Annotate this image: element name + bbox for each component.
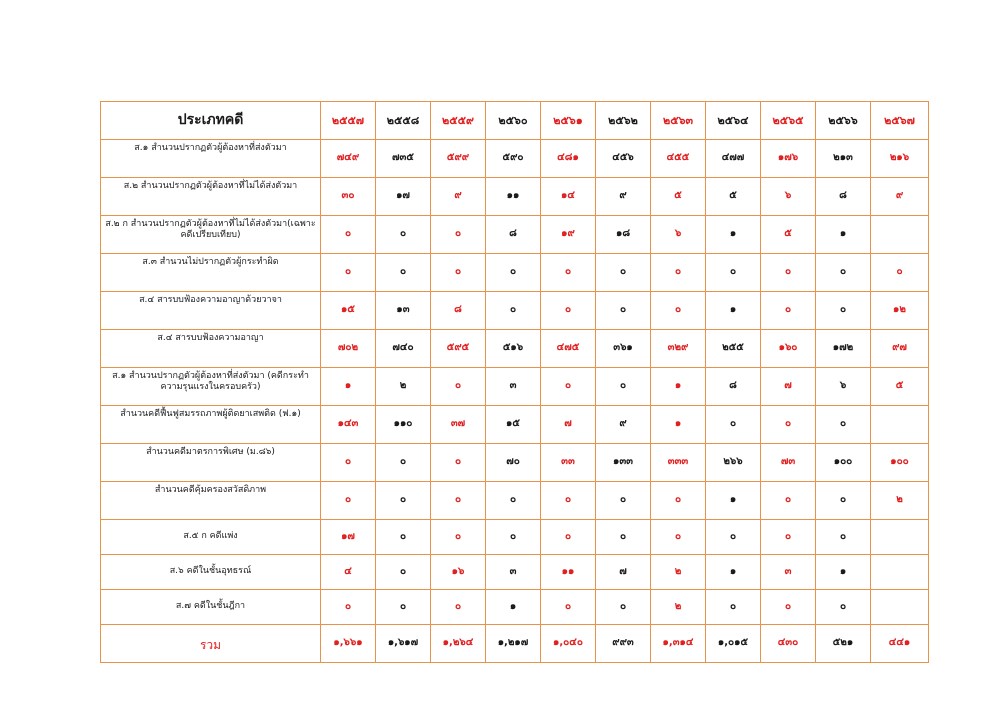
table-cell: ๓ xyxy=(486,368,541,406)
table-cell: ๐ xyxy=(431,254,486,292)
table-cell: ๑๓๓ xyxy=(596,444,651,482)
table-row xyxy=(101,292,929,330)
table-cell: ๐ xyxy=(816,254,871,292)
table-cell: ๑๙ xyxy=(541,216,596,254)
row-label: ส.๔ สารบบฟ้องความอาญา xyxy=(101,330,321,368)
table-cell: ๑๗๒ xyxy=(816,330,871,368)
table-cell: ๑๑๐ xyxy=(376,406,431,444)
row-label: ส.๖ คดีในชั้นอุทธรณ์ xyxy=(101,555,321,590)
table-cell: ๑๕ xyxy=(486,406,541,444)
table-cell: ๕ xyxy=(761,216,816,254)
table-cell: ๕๙๕ xyxy=(431,330,486,368)
case-statistics-table xyxy=(100,101,929,663)
table-cell: ๑๗ xyxy=(321,520,376,555)
table-row xyxy=(101,444,929,482)
table-cell: ๙๗ xyxy=(871,330,929,368)
table-cell: ๓ xyxy=(761,555,816,590)
table-cell: ๗ xyxy=(761,368,816,406)
table-cell: ๐ xyxy=(596,590,651,625)
year-header: ๒๕๕๘ xyxy=(376,102,431,140)
table-cell: ๑๒ xyxy=(871,292,929,330)
table-cell: ๐ xyxy=(541,254,596,292)
table-cell: ๒ xyxy=(871,482,929,520)
table-cell: ๒๕๕ xyxy=(706,330,761,368)
table-cell xyxy=(871,520,929,555)
table-cell: ๑๐๐ xyxy=(816,444,871,482)
table-cell: ๔๘๑ xyxy=(541,140,596,178)
table-cell: ๐ xyxy=(816,406,871,444)
year-header: ๒๕๖๖ xyxy=(816,102,871,140)
table-cell: ๑๑ xyxy=(541,555,596,590)
table-cell: ๕ xyxy=(871,368,929,406)
table-cell: ๐ xyxy=(486,254,541,292)
table-cell: ๐ xyxy=(596,520,651,555)
table-row xyxy=(101,254,929,292)
table-cell: ๑ xyxy=(816,216,871,254)
table-cell: ๐ xyxy=(706,406,761,444)
table-cell: ๕๙๙ xyxy=(431,140,486,178)
table-cell: ๐ xyxy=(486,292,541,330)
table-cell: ๙ xyxy=(596,178,651,216)
table-cell: ๐ xyxy=(321,590,376,625)
table-cell: ๑ xyxy=(706,216,761,254)
table-cell xyxy=(871,555,929,590)
table-cell: ๘ xyxy=(706,368,761,406)
table-cell: ๐ xyxy=(376,254,431,292)
table-cell: ๐ xyxy=(706,520,761,555)
table-cell: ๑๕ xyxy=(321,292,376,330)
table-cell: ๐ xyxy=(486,520,541,555)
table-cell: ๐ xyxy=(541,482,596,520)
table-cell: ๐ xyxy=(541,292,596,330)
total-cell: ๔๓๐ xyxy=(761,625,816,663)
table-cell: ๐ xyxy=(761,590,816,625)
table-cell: ๒๑๓ xyxy=(816,140,871,178)
row-label: ส.๕ ก คดีแพ่ง xyxy=(101,520,321,555)
table-row xyxy=(101,482,929,520)
table-row xyxy=(101,140,929,178)
table-cell: ๐ xyxy=(816,292,871,330)
table-cell: ๑๑ xyxy=(486,178,541,216)
total-cell: ๙๙๓ xyxy=(596,625,651,663)
table-cell: ๐ xyxy=(596,368,651,406)
table-cell: ๙ xyxy=(431,178,486,216)
table-cell: ๐ xyxy=(431,482,486,520)
table-cell: ๐ xyxy=(651,520,706,555)
table-row xyxy=(101,178,929,216)
table-cell: ๐ xyxy=(651,254,706,292)
table-cell xyxy=(871,406,929,444)
row-label: สำนวนคดีฟื้นฟูสมรรถภาพผู้ติดยาเสพติด (ฟ.๑) xyxy=(101,406,321,444)
table-cell: ๑๗๖ xyxy=(761,140,816,178)
table-cell: ๐ xyxy=(321,254,376,292)
table-cell: ๑๖๐ xyxy=(761,330,816,368)
table-cell: ๐ xyxy=(431,444,486,482)
table-cell: ๓ xyxy=(486,555,541,590)
table-cell: ๐ xyxy=(376,555,431,590)
table-cell: ๑ xyxy=(706,482,761,520)
table-row xyxy=(101,520,929,555)
total-cell: ๕๒๑ xyxy=(816,625,871,663)
table-cell: ๒ xyxy=(651,590,706,625)
table-cell: ๐ xyxy=(431,590,486,625)
table-cell: ๑ xyxy=(706,555,761,590)
table-cell: ๓๓๓ xyxy=(651,444,706,482)
year-header: ๒๕๖๕ xyxy=(761,102,816,140)
table-cell: ๗ xyxy=(541,406,596,444)
table-cell: ๐ xyxy=(816,520,871,555)
table-cell: ๒ xyxy=(376,368,431,406)
table-cell: ๐ xyxy=(651,482,706,520)
year-header: ๒๕๖๔ xyxy=(706,102,761,140)
table-cell: ๗๔๙ xyxy=(321,140,376,178)
table-cell xyxy=(871,590,929,625)
total-cell: ๑,๐๔๐ xyxy=(541,625,596,663)
table-cell: ๑ xyxy=(651,406,706,444)
table-cell: ๗๓ xyxy=(761,444,816,482)
table-cell: ๓๖๑ xyxy=(596,330,651,368)
table-cell: ๗๐ xyxy=(486,444,541,482)
table-cell: ๑ xyxy=(816,555,871,590)
table-cell: ๔๗๗ xyxy=(706,140,761,178)
table-cell: ๕ xyxy=(651,178,706,216)
table-cell: ๐ xyxy=(651,292,706,330)
table-cell: ๕๙๐ xyxy=(486,140,541,178)
table-cell: ๐ xyxy=(816,482,871,520)
table-cell: ๔๕๖ xyxy=(596,140,651,178)
table-cell: ๓๓ xyxy=(541,444,596,482)
table-cell: ๐ xyxy=(376,520,431,555)
table-body xyxy=(101,140,929,663)
table-cell: ๑ xyxy=(321,368,376,406)
table-cell: ๑๔ xyxy=(541,178,596,216)
row-label: ส.๒ สำนวนปรากฏตัวผู้ต้องหาที่ไม่ได้ส่งตัวมา xyxy=(101,178,321,216)
year-header: ๒๕๕๙ xyxy=(431,102,486,140)
table-cell: ๐ xyxy=(761,520,816,555)
table-cell: ๐ xyxy=(871,254,929,292)
table-cell: ๒ xyxy=(651,555,706,590)
table-cell: ๗๔๐ xyxy=(376,330,431,368)
total-cell: ๑,๖๖๑ xyxy=(321,625,376,663)
row-label: สำนวนคดีมาตรการพิเศษ (ม.๘๖) xyxy=(101,444,321,482)
table-cell: ๖ xyxy=(651,216,706,254)
table-cell: ๐ xyxy=(706,254,761,292)
table-cell: ๖ xyxy=(816,368,871,406)
table-row xyxy=(101,330,929,368)
total-label: รวม xyxy=(101,625,321,663)
table-cell: ๐ xyxy=(761,406,816,444)
table-cell: ๘ xyxy=(431,292,486,330)
table-cell: ๙ xyxy=(871,178,929,216)
table-cell: ๐ xyxy=(596,292,651,330)
year-header: ๒๕๖๗ xyxy=(871,102,929,140)
row-label: สำนวนคดีคุ้มครองสวัสดิภาพ xyxy=(101,482,321,520)
year-header: ๒๕๖๑ xyxy=(541,102,596,140)
total-cell: ๑,๖๑๗ xyxy=(376,625,431,663)
table-cell: ๐ xyxy=(376,482,431,520)
row-label: ส.๒ ก สำนวนปรากฏตัวผู้ต้องหาที่ไม่ได้ส่งตัวมา(เฉพาะคดีเปรียบเทียบ) xyxy=(101,216,321,254)
table-cell: ๒๑๖ xyxy=(871,140,929,178)
table-cell: ๗๓๕ xyxy=(376,140,431,178)
table-cell: ๐ xyxy=(431,216,486,254)
table-row xyxy=(101,590,929,625)
table-cell: ๐ xyxy=(321,444,376,482)
table-cell: ๐ xyxy=(761,482,816,520)
table-cell: ๐ xyxy=(541,368,596,406)
case-type-header: ประเภทคดี xyxy=(101,102,321,140)
table-cell: ๗๐๒ xyxy=(321,330,376,368)
table-cell: ๐ xyxy=(596,254,651,292)
table-cell: ๑๗ xyxy=(376,178,431,216)
year-header: ๒๕๖๓ xyxy=(651,102,706,140)
table-cell: ๐ xyxy=(376,444,431,482)
table-cell: ๑ xyxy=(706,292,761,330)
table-cell: ๑ xyxy=(651,368,706,406)
table-cell: ๑๘ xyxy=(596,216,651,254)
table-row xyxy=(101,216,929,254)
table-cell: ๐ xyxy=(376,216,431,254)
table-cell: ๓๐ xyxy=(321,178,376,216)
table-row xyxy=(101,368,929,406)
table-row xyxy=(101,406,929,444)
table-cell: ๑๐๐ xyxy=(871,444,929,482)
table-cell: ๐ xyxy=(321,216,376,254)
total-row xyxy=(101,625,929,663)
table-cell: ๐ xyxy=(431,368,486,406)
table-cell: ๐ xyxy=(486,482,541,520)
table-cell: ๐ xyxy=(596,482,651,520)
table-cell: ๐ xyxy=(761,254,816,292)
table-cell: ๖ xyxy=(761,178,816,216)
table-cell: ๑ xyxy=(486,590,541,625)
row-label: ส.๑ สำนวนปรากฏตัวผู้ต้องหาที่ส่งตัวมา (คดีกระทำความรุนแรงในครอบครัว) xyxy=(101,368,321,406)
table-cell: ๐ xyxy=(376,590,431,625)
table-cell: ๗ xyxy=(596,555,651,590)
year-header: ๒๕๖๒ xyxy=(596,102,651,140)
year-header: ๒๕๖๐ xyxy=(486,102,541,140)
table-cell: ๐ xyxy=(431,520,486,555)
total-cell: ๑,๒๖๔ xyxy=(431,625,486,663)
table-cell: ๑๖ xyxy=(431,555,486,590)
table-cell: ๐ xyxy=(761,292,816,330)
total-cell: ๑,๓๑๔ xyxy=(651,625,706,663)
table-cell: ๑๔๓ xyxy=(321,406,376,444)
table-cell: ๓๒๙ xyxy=(651,330,706,368)
row-label: ส.๑ สำนวนปรากฏตัวผู้ต้องหาที่ส่งตัวมา xyxy=(101,140,321,178)
table-cell: ๐ xyxy=(541,520,596,555)
header-row xyxy=(101,102,929,140)
total-cell: ๑,๒๑๗ xyxy=(486,625,541,663)
year-header: ๒๕๕๗ xyxy=(321,102,376,140)
table-cell: ๔ xyxy=(321,555,376,590)
table-cell: ๘ xyxy=(486,216,541,254)
total-cell: ๑,๐๑๕ xyxy=(706,625,761,663)
table-cell: ๑๓ xyxy=(376,292,431,330)
table-cell: ๐ xyxy=(816,590,871,625)
table-cell xyxy=(871,216,929,254)
table-cell: ๔๕๕ xyxy=(651,140,706,178)
table-cell: ๕ xyxy=(706,178,761,216)
row-label: ส.๔ สารบบฟ้องความอาญาด้วยวาจา xyxy=(101,292,321,330)
total-cell: ๔๔๑ xyxy=(871,625,929,663)
row-label: ส.๓ สำนวนไม่ปรากฏตัวผู้กระทำผิด xyxy=(101,254,321,292)
table-cell: ๙ xyxy=(596,406,651,444)
table-cell: ๐ xyxy=(706,590,761,625)
table-cell: ๕๑๖ xyxy=(486,330,541,368)
table-cell: ๐ xyxy=(541,590,596,625)
table-row xyxy=(101,555,929,590)
table-cell: ๓๗ xyxy=(431,406,486,444)
table-cell: ๘ xyxy=(816,178,871,216)
row-label: ส.๗ คดีในชั้นฎีกา xyxy=(101,590,321,625)
table-cell: ๐ xyxy=(321,482,376,520)
table-cell: ๒๖๖ xyxy=(706,444,761,482)
table-cell: ๔๗๕ xyxy=(541,330,596,368)
